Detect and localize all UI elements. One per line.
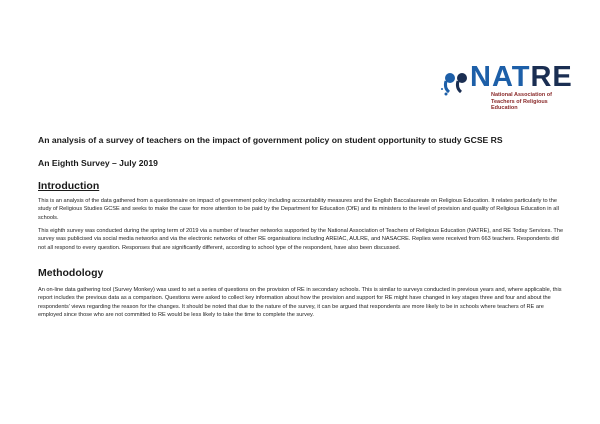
logo-wordmark [470,60,573,94]
natre-logo [440,61,573,111]
introduction-paragraph-2: This eighth survey was conducted during the spring term of 2019 via a number of teacher networks supported by the National Association of Teachers of Religious Education (NATRE), and RE Today Services. The survey was publicised via social media networks and via the electronic networks of other RE organisations including AREIAC, AULRE, and NASACRE. Replies were received from 663 teachers. Respondents did not all respond to every question. Responses that are significantly different, according to school type of the respondent, have also been discussed. [38,228,564,251]
methodology-heading: Methodology [38,267,104,279]
document-title: An analysis of a survey of teachers on the impact of government policy on student opportunity to study GCSE RS [38,135,503,145]
document-subtitle: An Eighth Survey – July 2019 [38,158,158,168]
logo-wordmark-part2: RE [530,61,573,93]
logo-subtitle: National Association of Teachers of Religious Education [491,92,552,111]
methodology-paragraph-1: An on-line data gathering tool (Survey Monkey) was used to set a series of questions on the provision of RE in secondary schools. This is similar to surveys conducted in previous years and, where applicable, this report includes the previous data as a comparison. Questions were asked to collect key information about how the provision and support for RE might have changed in key stages three and four and about the respondents’ views regarding the reason for the changes. It should be noted that due to the nature of the survey, it can be argued that respondents are more likely to be in schools where teachers of RE are employed since those who are not committed to RE would be less likely to take the time to complete the survey. [38,287,562,319]
introduction-heading: Introduction [38,180,100,192]
introduction-paragraph-1: This is an analysis of the data gathered from a questionnaire on impact of government policy including accountability measures and the English Baccalaureate on Religious Education. It relates particularly to the study of Religious Studies GCSE and seeks to make the case for more attention to be paid by the Department for Education (DfE) and its ministers to the level of provision and quality of Religious Education in all schools. [38,198,559,221]
quote-marks-icon [440,64,470,96]
logo-wordmark-part1: NAT [470,61,531,93]
